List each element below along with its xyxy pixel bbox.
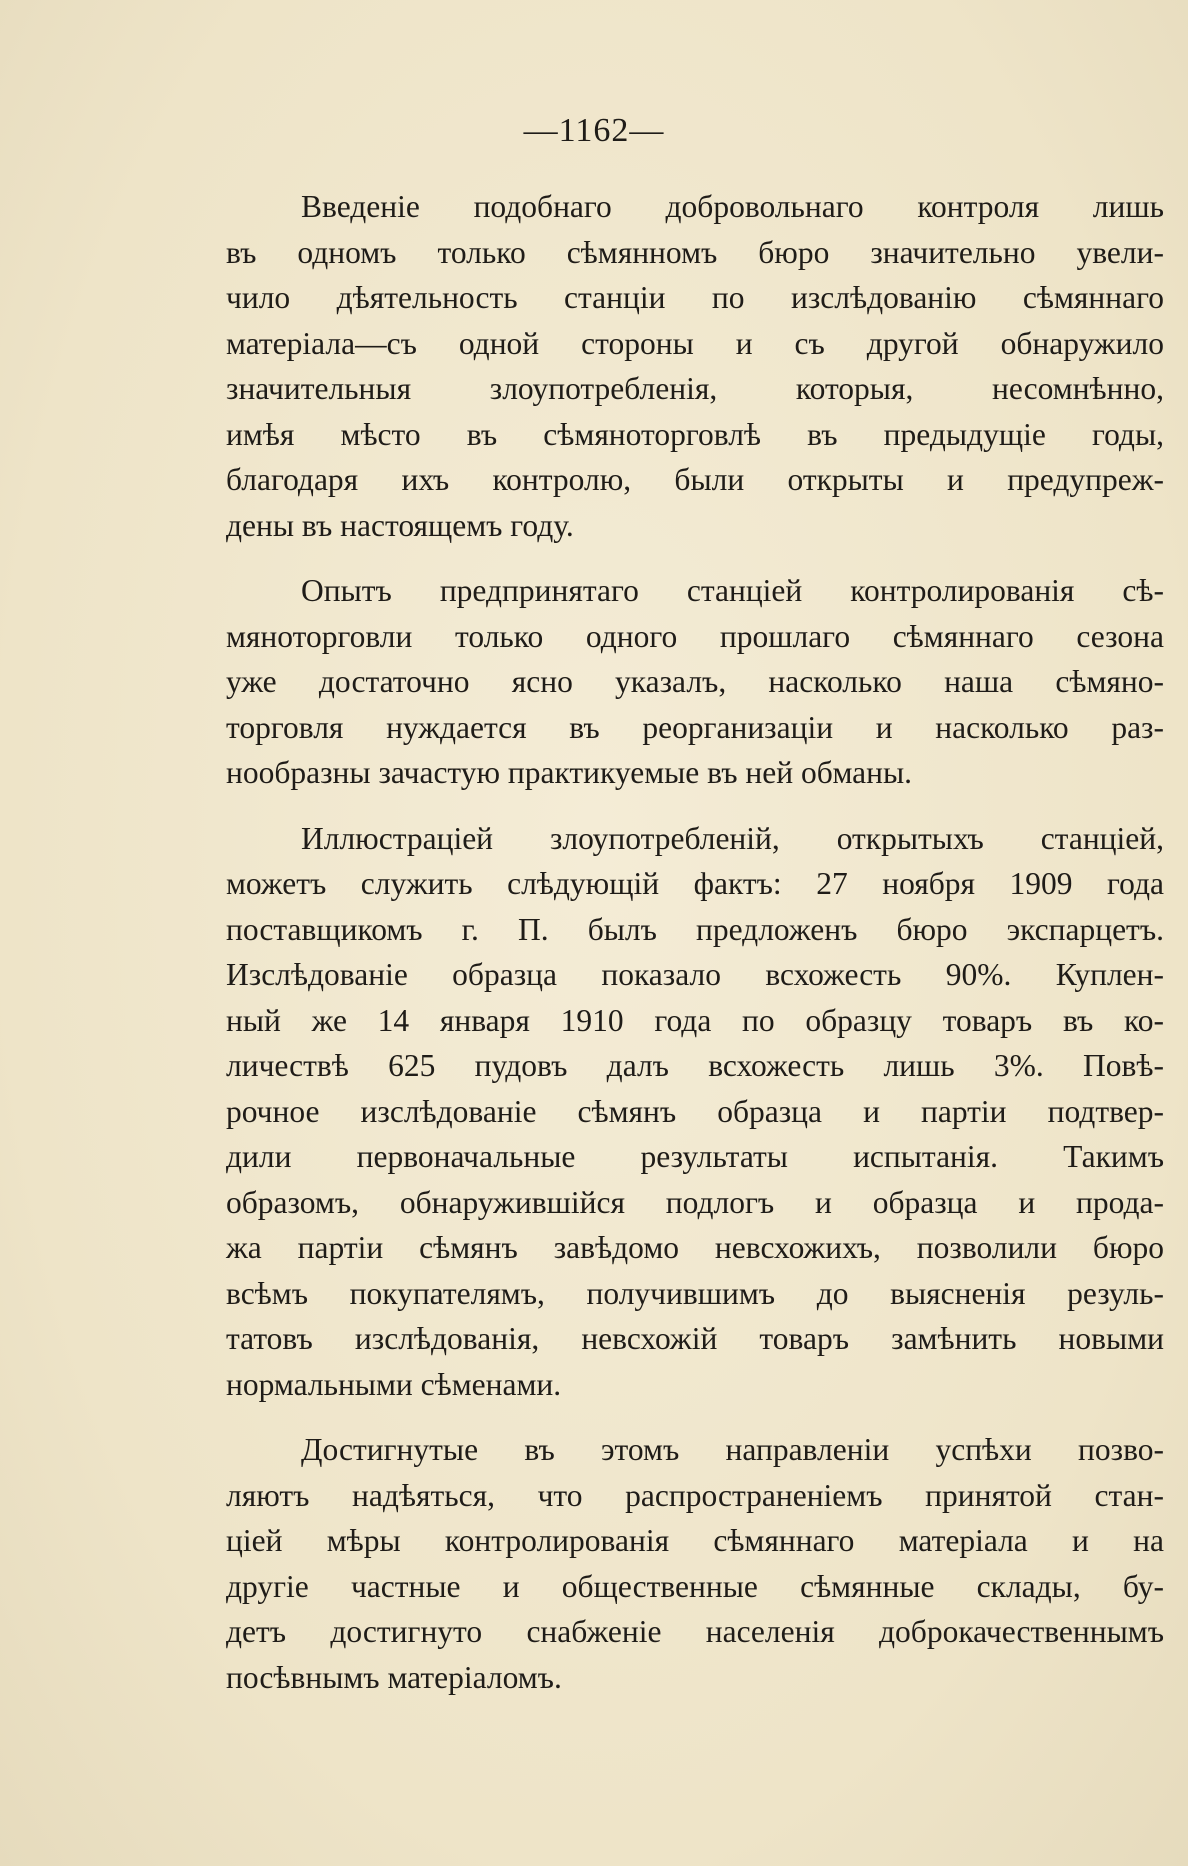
text-line: матеріала—съ одной стороны и съ другой обнаружило [226, 325, 1164, 361]
text-line: нормальными сѣменами. [226, 1366, 562, 1402]
text-line: рочное изслѣдованіе сѣмянъ образца и партіи подтвер- [226, 1093, 1164, 1129]
text-line: благодаря ихъ контролю, были открыты и предупреж- [226, 462, 1164, 497]
text-line: ляютъ надѣяться, что распространеніемъ принятой стан- [226, 1477, 1164, 1513]
text-line: посѣвнымъ матеріаломъ. [226, 1659, 562, 1695]
text-line: торговля нуждается въ реорганизаціи и насколько раз- [226, 709, 1164, 745]
text-line: татовъ изслѣдованія, невсхожій товаръ замѣнить новыми [226, 1321, 1164, 1356]
text-line: Опытъ предпринятаго станціей контролированія сѣ- [301, 573, 1164, 608]
text-line: Достигнутые въ этомъ направленіи успѣхи позво- [301, 1432, 1164, 1467]
text-line: Иллюстраціей злоупотребленій, открытыхъ станціей, [301, 820, 1164, 856]
text-line: ціей мѣры контролированія сѣмяннаго матеріала и на [226, 1523, 1164, 1558]
paragraph-1 [226, 184, 1164, 548]
paragraph-4 [226, 1427, 1164, 1700]
text-line: ный же 14 января 1910 года по образцу товаръ въ ко- [226, 1002, 1164, 1038]
text-line: Введеніе подобнаго добровольнаго контроля лишь [301, 189, 1164, 224]
text-line: дены въ настоящемъ году. [226, 507, 574, 543]
text-line: личествѣ 625 пудовъ далъ всхожесть лишь 3%. Повѣ- [226, 1048, 1164, 1083]
text-line: можетъ служить слѣдующій фактъ: 27 ноября 1909 года [226, 866, 1164, 901]
text-line: въ одномъ только сѣмянномъ бюро значительно увели- [226, 234, 1164, 270]
text-line: чило дѣятельность станціи по изслѣдованію сѣмяннаго [226, 280, 1164, 315]
text-line: образомъ, обнаружившійся подлогъ и образца и прода- [226, 1184, 1164, 1220]
text-line: другіе частные и общественные сѣмянные склады, бу- [226, 1568, 1164, 1604]
text-line: имѣя мѣсто въ сѣмяноторговлѣ въ предыдущіе годы, [226, 416, 1164, 452]
text-line: жа партіи сѣмянъ завѣдомо невсхожихъ, позволили бюро [226, 1230, 1164, 1265]
paragraph-3 [226, 816, 1164, 1408]
text-line: всѣмъ покупателямъ, получившимъ до выясненія резуль- [226, 1275, 1164, 1311]
paragraph-2 [226, 568, 1164, 796]
text-line: мяноторговли только одного прошлаго сѣмяннаго сезона [226, 618, 1164, 654]
body-text [226, 184, 1164, 1720]
text-line: уже достаточно ясно указалъ, насколько наша сѣмяно- [226, 664, 1164, 699]
text-line: Изслѣдованіе образца показало всхожесть 90%. Куплен- [226, 957, 1164, 992]
text-line: нообразны зачастую практикуемые въ ней обманы. [226, 755, 913, 790]
text-line: детъ достигнуто снабженіе населенія доброкачественнымъ [226, 1614, 1164, 1649]
text-line: значительныя злоупотребленія, которыя, несомнѣнно, [226, 371, 1164, 406]
page-number: —1162— [523, 112, 665, 149]
text-line: дили первоначальные результаты испытанія. Такимъ [226, 1139, 1164, 1174]
text-line: поставщикомъ г. П. былъ предложенъ бюро экспарцетъ. [226, 911, 1164, 947]
